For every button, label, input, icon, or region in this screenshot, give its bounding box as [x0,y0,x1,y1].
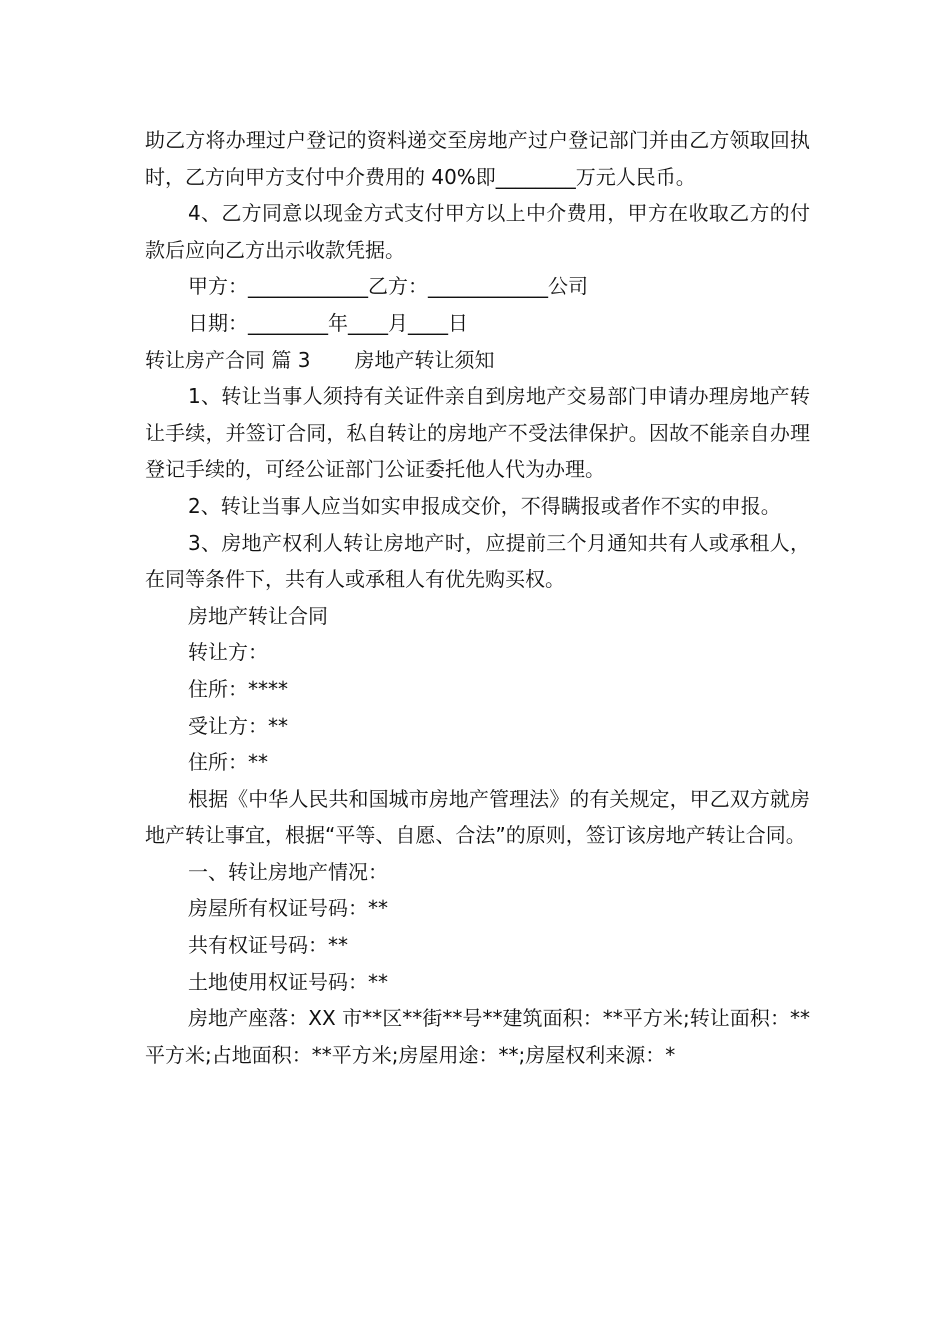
transferee-line: 受让方：** [188,713,288,738]
transferor-address-line: 住所：**** [188,676,288,701]
paragraph-signature-date: 日期：________年____月____日 [188,310,468,335]
transferee-address-line: 住所：** [188,750,268,775]
co-ownership-certificate-line: 共有权证号码：** [188,933,348,958]
clause-heading-property: 一、转让房地产情况： [188,859,388,884]
section-title: 转让房产合同 篇 3 [145,347,311,372]
paragraph-legal-basis: 根据《中华人民共和国城市房地产管理法》的有关规定，甲乙双方就房地产转让事宜，根据“平等、自愿、合法”的原则，签订该房地产转让合同。 [145,786,810,848]
paragraph-notice-2: 2、转让当事人应当如实申报成交价，不得瞒报或者作不实的申报。 [188,493,781,518]
document-page [145,122,810,1073]
paragraph-notice-1: 1、转让当事人须持有关证件亲自到房地产交易部门申请办理房地产转让手续，并签订合同，私自转让的房地产不受法律保护。因故不能亲自办理登记手续的，可经公证部门公证委托他人代为办理。 [145,384,810,482]
section-subtitle: 房地产转让须知 [354,347,495,372]
ownership-certificate-line: 房屋所有权证号码：** [188,896,388,921]
paragraph-notice-3: 3、房地产权利人转让房地产时，应提前三个月通知共有人或承租人，在同等条件下，共有人或承租人有优先购买权。 [145,530,810,592]
land-use-certificate-line: 土地使用权证号码：** [188,969,388,994]
paragraph-cash-payment: 4、乙方同意以现金方式支付甲方以上中介费用，甲方在收取乙方的付款后应向乙方出示收款凭据。 [145,201,810,262]
section-heading [145,342,810,379]
property-location-line: 房地产座落：XX 市**区**街**号**建筑面积：**平方米;转让面积：**平方米;占地面积：**平方米;房屋用途：**;房屋权利来源：* [145,1006,810,1067]
paragraph-signature-parties: 甲方：____________乙方：____________公司 [188,274,588,299]
transferor-line: 转让方： [188,640,268,665]
paragraph-commission-payment: 助乙方将办理过户登记的资料递交至房地产过户登记部门并由乙方领取回执时，乙方向甲方支付中介费用的 40%即________万元人民币。 [145,128,810,189]
contract-title: 房地产转让合同 [188,603,328,628]
